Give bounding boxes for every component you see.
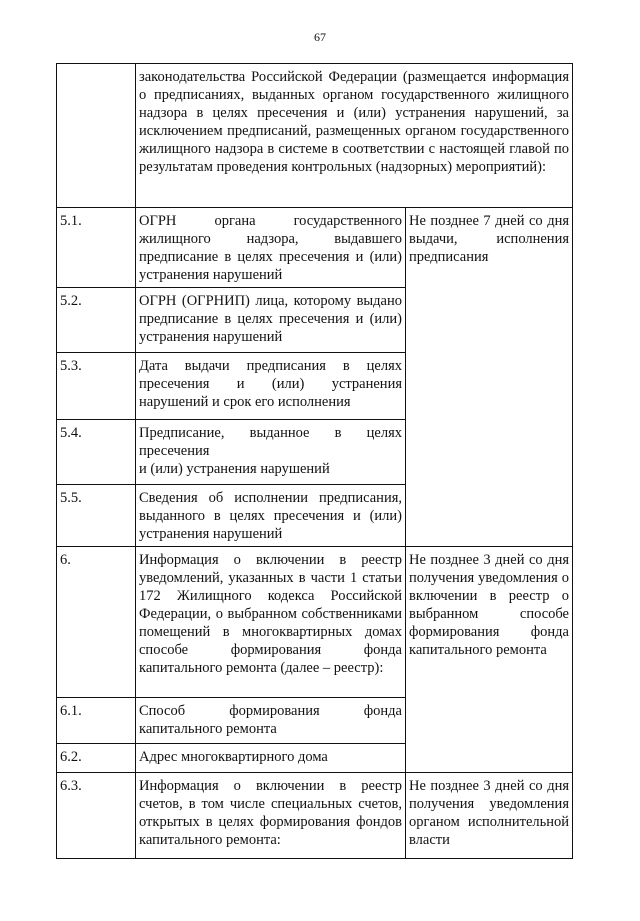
row-number: 6.2. [57,744,136,773]
table-row-5-1 [57,208,573,288]
row-description: Адрес многоквартирного дома [136,744,406,773]
row-description-line: и (или) устранения нарушений [139,461,330,477]
row-number: 5.1. [57,208,136,288]
row-number: 6.3. [57,773,136,859]
row-description-line: Предписание, выданное в целях пресечения [139,425,402,459]
row-description [136,420,406,485]
term-cell-row-6-3: Не позднее 3 дней со дня получения уведомления органом исполнительной власти [406,773,573,859]
term-cell-section-6: Не позднее 3 дней со дня получения уведомления о включении в реестр о выбранном способе формирования фонда капитального ремонта [406,547,573,773]
row-number: 5.5. [57,485,136,547]
row-number: 5.2. [57,288,136,353]
row-description: Сведения об исполнении предписания, выданного в целях пресечения и (или) устранения нарушений [136,485,406,547]
row-number: 5.4. [57,420,136,485]
table-row-intro [57,64,573,208]
registry-table [56,63,573,859]
row-description: ОГРН (ОГРНИП) лица, которому выдано предписание в целях пресечения и (или) устранения нарушений [136,288,406,353]
row-description: Информация о включении в реестр счетов, в том числе специальных счетов, открытых в целях формирования фондов капитального ремонта: [136,773,406,859]
row-number: 5.3. [57,353,136,420]
row-number: 6.1. [57,698,136,744]
table-row-6-3 [57,773,573,859]
row-description: Дата выдачи предписания в целях пресечения и (или) устранения нарушений и срок его исполнения [136,353,406,420]
row-description: ОГРН органа государственного жилищного надзора, выдавшего предписание в целях пресечения и (или) устранения нарушений [136,208,406,288]
row-description: Информация о включении в реестр уведомлений, указанных в части 1 статьи 172 Жилищного кодекса Российской Федерации, о выбранном собственниками помещений в многоквартирных домах способе формирования фонда капитального ремонта (далее – реестр): [136,547,406,698]
term-cell-section-5: Не позднее 7 дней со дня выдачи, исполнения предписания [406,208,573,547]
table-row-6 [57,547,573,698]
intro-text: законодательства Российской Федерации (размещается информация о предписаниях, выданных органом государственного жилищного надзора в целях пресечения и (или) устранения нарушений, за исключением предписаний, размещенных органом государственного жилищного надзора в системе в соответствии с настоящей главой по результатам проведения контрольных (надзорных) мероприятий): [136,64,573,208]
row-description: Способ формирования фонда капитального ремонта [136,698,406,744]
row-number: 6. [57,547,136,698]
empty-num-cell [57,64,136,208]
page-number: 67 [314,30,326,44]
